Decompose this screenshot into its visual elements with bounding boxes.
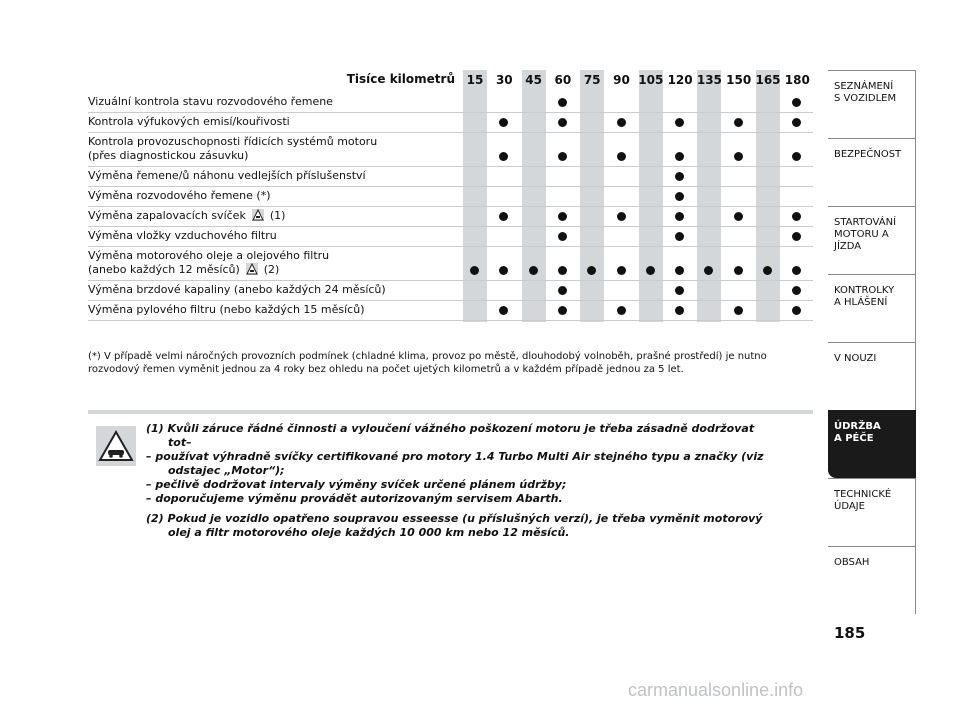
interval-dot xyxy=(792,232,801,241)
table-row xyxy=(88,206,813,227)
sidebar-tab[interactable] xyxy=(828,546,916,614)
table-row xyxy=(88,92,813,113)
interval-dot xyxy=(763,266,772,275)
table-row xyxy=(88,166,813,187)
row-label-line: Výměna pylového filtru (nebo každých 15 měsíců) xyxy=(88,303,365,316)
sidebar-tab-label: ÚDRŽBA xyxy=(834,421,881,432)
interval-dot xyxy=(704,266,713,275)
column-header: 150 xyxy=(726,73,752,87)
note-paragraph: – pečlivě dodržovat intervaly výměny svíček určené plánem údržby; xyxy=(146,478,567,491)
interval-dot xyxy=(617,152,626,161)
interval-dot xyxy=(675,172,684,181)
interval-dot xyxy=(792,266,801,275)
interval-dot xyxy=(617,118,626,127)
interval-dot xyxy=(558,266,567,275)
note-paragraph: – doporučujeme výměnu provádět autorizovaným servisem Abarth. xyxy=(146,492,563,505)
row-label-line xyxy=(88,263,460,277)
row-label-text: (anebo každých 12 měsíců) xyxy=(88,263,240,276)
row-label-line: Výměna brzdové kapaliny (anebo každých 24 měsíců) xyxy=(88,283,386,296)
footnote: (*) V případě velmi náročných provozních podmínek (chladné klima, provoz po městě, dlouhodobý volnoběh, prašné prostředí) je nutno rozvodový řemen vyměnit jednou za 4 roky bez ohledu na počet ujetých kilometrů a v každém případě jednou za 5 let. xyxy=(88,351,767,375)
interval-dot xyxy=(792,212,801,221)
column-header: 75 xyxy=(583,73,601,87)
watermark: carmanualsonline.info xyxy=(628,680,804,700)
sidebar-tab-label: BEZPEČNOST xyxy=(834,149,902,160)
interval-dot xyxy=(675,232,684,241)
header-label: Tisíce kilometrů xyxy=(346,72,455,86)
row-label-line: Kontrola provozuschopnosti řídicích systémů motoru xyxy=(88,135,378,148)
interval-dot xyxy=(617,266,626,275)
sidebar-tab-label: SEZNÁMENÍ xyxy=(834,81,894,92)
note-paragraph: (2) Pokud je vozidlo opatřeno soupravou esseesse (u příslušných verzí), je třeba vyměnit motorový olej a filtr motorového oleje každých 10 000 km nebo 12 měsíců. xyxy=(146,512,763,539)
notes-text xyxy=(146,422,776,546)
interval-dot xyxy=(675,286,684,295)
column-header: 30 xyxy=(495,73,513,87)
interval-dot xyxy=(470,266,479,275)
interval-dot xyxy=(587,266,596,275)
row-label-line: Výměna vložky vzduchového filtru xyxy=(88,229,277,242)
column-header: 165 xyxy=(755,73,781,87)
table-row xyxy=(88,300,813,321)
interval-dot xyxy=(617,306,626,315)
sidebar-tab-label: TECHNICKÉ xyxy=(834,489,892,500)
sidebar-tab[interactable] xyxy=(828,410,916,478)
note-paragraph: (1) Kvůli záruce řádné činnosti a vyloučení vážného poškození motoru je třeba zásadně dodržovat tot– xyxy=(146,422,755,449)
sidebar-tab-label: S VOZIDLEM xyxy=(834,93,897,104)
row-label-line: Výměna motorového oleje a olejového filtru xyxy=(88,249,330,262)
row-label-line: Kontrola výfukových emisí/kouřivosti xyxy=(88,115,290,128)
row-label xyxy=(88,249,460,277)
interval-dot xyxy=(675,192,684,201)
interval-dot xyxy=(499,266,508,275)
interval-dot xyxy=(558,286,567,295)
interval-dot xyxy=(792,306,801,315)
column-header: 105 xyxy=(638,73,664,87)
table-row xyxy=(88,186,813,207)
row-label-line: Výměna řemene/ů náhonu vedlejších příslušenství xyxy=(88,169,366,182)
interval-dot xyxy=(792,118,801,127)
interval-dot xyxy=(675,266,684,275)
warning-icon xyxy=(96,426,136,466)
warning-icon xyxy=(246,263,258,275)
column-header: 45 xyxy=(525,73,542,87)
interval-dot xyxy=(499,212,508,221)
sidebar-tab-label: ÚDAJE xyxy=(834,501,865,512)
sidebar-tab-label: STARTOVÁNÍ xyxy=(834,217,897,228)
interval-dot xyxy=(499,306,508,315)
interval-dot xyxy=(675,118,684,127)
row-label xyxy=(88,303,460,317)
sidebar-tab-label: A PÉČE xyxy=(834,433,874,444)
interval-dot xyxy=(734,266,743,275)
interval-dot xyxy=(675,152,684,161)
interval-dot xyxy=(617,212,626,221)
row-label-line: Výměna rozvodového řemene (*) xyxy=(88,189,271,202)
row-label-line: (přes diagnostickou zásuvku) xyxy=(88,149,249,162)
row-label-line: Vizuální kontrola stavu rozvodového řemene xyxy=(88,95,333,108)
row-label-ref: (1) xyxy=(269,209,286,222)
sidebar-tab-label: A HLÁŠENÍ xyxy=(834,297,888,308)
row-label-text: Výměna zapalovacích svíček xyxy=(88,209,246,222)
interval-dot xyxy=(558,118,567,127)
interval-dot xyxy=(734,152,743,161)
interval-dot xyxy=(675,306,684,315)
row-label xyxy=(88,189,460,203)
sidebar-tab[interactable] xyxy=(828,342,916,410)
sidebar-tab-label: OBSAH xyxy=(834,557,870,568)
interval-dot xyxy=(558,152,567,161)
sidebar-tab[interactable] xyxy=(828,478,916,546)
notes-box xyxy=(88,410,813,539)
interval-dot xyxy=(558,212,567,221)
row-label xyxy=(88,169,460,183)
table-row xyxy=(88,112,813,133)
interval-dot xyxy=(675,212,684,221)
sidebar-tab-label: V NOUZI xyxy=(834,353,877,364)
row-label xyxy=(88,229,460,243)
sidebar-tab-label: KONTROLKY xyxy=(834,285,895,296)
sidebar-tab-label: MOTORU A JÍZDA xyxy=(834,229,889,252)
sidebar-tab[interactable] xyxy=(828,206,916,274)
interval-dot xyxy=(792,286,801,295)
interval-dot xyxy=(558,232,567,241)
note-paragraph: – používat výhradně svíčky certifikované pro motory 1.4 Turbo Multi Air stejného typu a značky (viz odstajec „Motor“); xyxy=(146,450,764,477)
row-label xyxy=(88,95,460,109)
interval-dot xyxy=(499,118,508,127)
interval-dot xyxy=(792,152,801,161)
interval-dot xyxy=(646,266,655,275)
column-header: 90 xyxy=(613,73,630,87)
sidebar-tab[interactable] xyxy=(828,70,916,138)
row-label xyxy=(88,209,460,223)
column-header: 120 xyxy=(667,73,693,87)
interval-dot xyxy=(499,152,508,161)
column-header: 135 xyxy=(696,73,722,87)
sidebar-tab[interactable] xyxy=(828,138,916,206)
interval-dot xyxy=(558,98,567,107)
interval-dot xyxy=(792,98,801,107)
column-header: 60 xyxy=(554,73,572,87)
page-number: 185 xyxy=(834,624,866,642)
interval-dot xyxy=(734,212,743,221)
row-label-ref: (2) xyxy=(263,263,280,276)
warning-icon xyxy=(252,209,264,221)
row-label xyxy=(88,135,460,163)
interval-dot xyxy=(734,306,743,315)
sidebar-tab[interactable] xyxy=(828,274,916,342)
column-header: 180 xyxy=(784,73,810,87)
column-header: 15 xyxy=(466,73,484,87)
row-label xyxy=(88,115,460,129)
interval-dot xyxy=(734,118,743,127)
interval-dot xyxy=(558,306,567,315)
table-row xyxy=(88,132,813,167)
table-row xyxy=(88,246,813,281)
row-label-line xyxy=(88,209,460,223)
table-row xyxy=(88,280,813,301)
table-row xyxy=(88,226,813,247)
row-label xyxy=(88,283,460,297)
interval-dot xyxy=(529,266,538,275)
